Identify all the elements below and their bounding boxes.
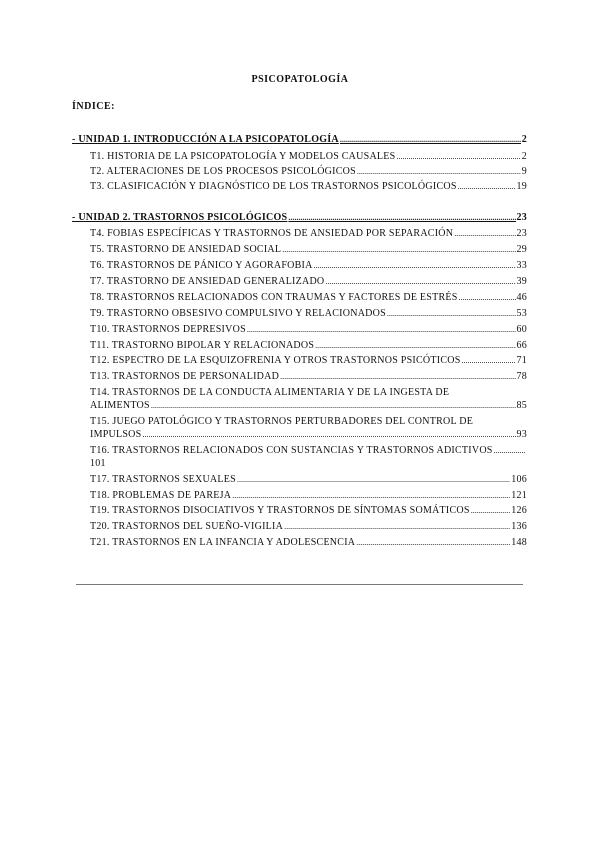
toc-entry-label: ALIMENTOS <box>90 400 150 411</box>
toc-entry-page: 2 <box>521 151 527 162</box>
toc-entry-label: T8. TRASTORNOS RELACIONADOS CON TRAUMAS Y FACTORES DE ESTRÉS <box>90 292 458 303</box>
toc-unit-2-page: 23 <box>516 212 527 223</box>
toc-entry-t10[interactable] <box>90 324 527 335</box>
toc-entry-t16[interactable] <box>90 445 527 456</box>
dot-leader <box>232 491 510 500</box>
toc-entry-label: T4. FOBIAS ESPECÍFICAS Y TRASTORNOS DE ANSIEDAD POR SEPARACIÓN <box>90 228 454 239</box>
dot-leader <box>356 538 510 547</box>
toc-entry-t11[interactable] <box>90 340 527 351</box>
toc-entry-t20[interactable] <box>90 521 527 532</box>
dot-leader <box>142 430 515 439</box>
dot-leader <box>454 229 515 238</box>
toc-entry-t8[interactable] <box>90 292 527 303</box>
toc-entry-t19[interactable] <box>90 505 527 516</box>
toc-entry-t15[interactable] <box>90 429 527 440</box>
toc-entry-page: 66 <box>516 340 527 351</box>
toc-entry-page: 148 <box>511 537 527 548</box>
toc-unit-1[interactable] <box>72 134 527 145</box>
toc-entry-label: T2. ALTERACIONES DE LOS PROCESOS PSICOLÓGICOS <box>90 166 356 177</box>
toc-entry-page: 29 <box>516 244 527 255</box>
toc-entry-label: T20. TRASTORNOS DEL SUEÑO-VIGILIA <box>90 521 284 532</box>
toc-entry-t6[interactable] <box>90 260 527 271</box>
dot-leader <box>284 522 510 531</box>
dot-leader <box>280 372 515 381</box>
toc-entry-page: 93 <box>516 429 527 440</box>
dot-leader <box>288 213 515 222</box>
toc-entry-page: 19 <box>516 181 527 192</box>
toc-entry-t2[interactable] <box>90 166 527 177</box>
toc-entry-t3[interactable] <box>90 181 527 192</box>
toc-entry-t1[interactable] <box>90 151 527 162</box>
toc-entry-page: 9 <box>521 166 527 177</box>
toc-unit-2[interactable] <box>72 212 527 223</box>
toc-entry-page: 23 <box>516 228 527 239</box>
dot-leader <box>462 356 516 365</box>
toc-entry-label: T18. PROBLEMAS DE PAREJA <box>90 490 232 501</box>
toc-entry-t16-page: 101 <box>90 458 106 469</box>
toc-entry-t14-line1[interactable]: T14. TRASTORNOS DE LA CONDUCTA ALIMENTARIA Y DE LA INGESTA DE <box>90 387 450 398</box>
toc-entry-label: T19. TRASTORNOS DISOCIATIVOS Y TRASTORNOS DE SÍNTOMAS SOMÁTICOS <box>90 505 470 516</box>
toc-entry-t21[interactable] <box>90 537 527 548</box>
toc-entry-page: 71 <box>516 355 527 366</box>
toc-entry-label: T12. ESPECTRO DE LA ESQUIZOFRENIA Y OTROS TRASTORNOS PSICÓTICOS <box>90 355 461 366</box>
document-title: PSICOPATOLOGÍA <box>251 74 349 85</box>
toc-entry-page: 60 <box>516 324 527 335</box>
toc-unit-2-label: - UNIDAD 2. TRASTORNOS PSICOLÓGICOS <box>72 212 288 223</box>
toc-entry-page: 106 <box>511 474 527 485</box>
toc-entry-label: T6. TRASTORNOS DE PÁNICO Y AGORAFOBIA <box>90 260 313 271</box>
toc-entry-page: 33 <box>516 260 527 271</box>
dot-leader <box>396 152 520 161</box>
toc-entry-page: 85 <box>516 400 527 411</box>
toc-entry-label: T17. TRASTORNOS SEXUALES <box>90 474 236 485</box>
toc-entry-t4[interactable] <box>90 228 527 239</box>
toc-entry-t12[interactable] <box>90 355 527 366</box>
toc-entry-t9[interactable] <box>90 308 527 319</box>
toc-entry-page: 78 <box>516 371 527 382</box>
toc-entry-label: T13. TRASTORNOS DE PERSONALIDAD <box>90 371 280 382</box>
toc-entry-t7[interactable] <box>90 276 527 287</box>
dot-leader <box>340 135 521 144</box>
footnote-divider <box>76 584 523 585</box>
dot-leader <box>471 506 511 515</box>
toc-entry-t5[interactable] <box>90 244 527 255</box>
toc-entry-label: T11. TRASTORNO BIPOLAR Y RELACIONADOS <box>90 340 315 351</box>
toc-entry-t13[interactable] <box>90 371 527 382</box>
toc-entry-t17[interactable] <box>90 474 527 485</box>
toc-unit-1-label: - UNIDAD 1. INTRODUCCIÓN A LA PSICOPATOLOGÍA <box>72 134 339 145</box>
dot-leader <box>325 277 515 286</box>
dot-leader <box>237 475 510 484</box>
toc-entry-page: 121 <box>511 490 527 501</box>
dot-leader <box>387 309 516 318</box>
dot-leader <box>151 401 516 410</box>
dot-leader <box>459 293 516 302</box>
toc-entry-page: 53 <box>516 308 527 319</box>
index-heading: ÍNDICE: <box>72 101 115 112</box>
toc-entry-label: T16. TRASTORNOS RELACIONADOS CON SUSTANCIAS Y TRASTORNOS ADICTIVOS <box>90 445 493 456</box>
toc-entry-page: 39 <box>516 276 527 287</box>
toc-entry-t14[interactable] <box>90 400 527 411</box>
dot-leader <box>247 325 516 334</box>
toc-entry-label: T21. TRASTORNOS EN LA INFANCIA Y ADOLESCENCIA <box>90 537 356 548</box>
toc-entry-t18[interactable] <box>90 490 527 501</box>
toc-unit-1-page: 2 <box>521 134 527 145</box>
toc-entry-label: T9. TRASTORNO OBSESIVO COMPULSIVO Y RELACIONADOS <box>90 308 386 319</box>
dot-leader <box>314 261 516 270</box>
dot-leader <box>458 182 516 191</box>
dot-leader <box>357 167 521 176</box>
toc-entry-label: T5. TRASTORNO DE ANSIEDAD SOCIAL <box>90 244 282 255</box>
toc-entry-label: T3. CLASIFICACIÓN Y DIAGNÓSTICO DE LOS TRASTORNOS PSICOLÓGICOS <box>90 181 457 192</box>
toc-entry-page: 136 <box>511 521 527 532</box>
dot-leader <box>494 446 526 455</box>
toc-entry-label: IMPULSOS <box>90 429 142 440</box>
toc-entry-page: 46 <box>516 292 527 303</box>
dot-leader <box>315 341 515 350</box>
toc-entry-label: T7. TRASTORNO DE ANSIEDAD GENERALIZADO <box>90 276 325 287</box>
toc-entry-page: 126 <box>511 505 527 516</box>
toc-entry-label: T1. HISTORIA DE LA PSICOPATOLOGÍA Y MODELOS CAUSALES <box>90 151 396 162</box>
toc-entry-t15-line1[interactable]: T15. JUEGO PATOLÓGICO Y TRASTORNOS PERTURBADORES DEL CONTROL DE <box>90 416 474 427</box>
toc-entry-label: T10. TRASTORNOS DEPRESIVOS <box>90 324 246 335</box>
dot-leader <box>282 245 515 254</box>
